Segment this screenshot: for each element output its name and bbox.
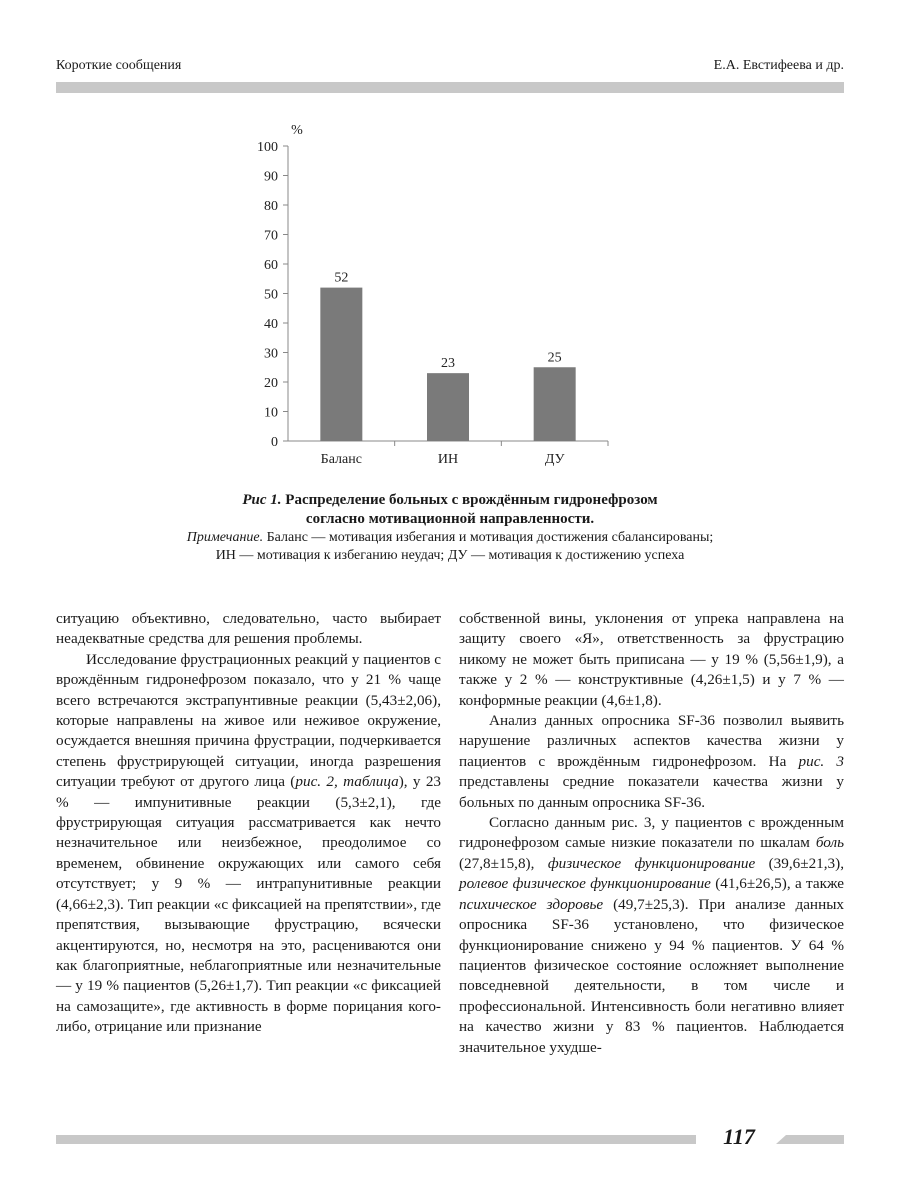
paragraph: ситуацию объективно, следовательно, часто выбирает неадекватные средства для решения проблемы. [56,610,441,648]
header-rule [56,82,844,93]
page-number: 117 [723,1124,755,1149]
figure-title [56,491,844,529]
y-tick-label: 0 [271,435,278,450]
figure-caption [56,491,844,565]
y-tick-label: 50 [264,287,278,303]
running-header [56,58,844,80]
x-tick-label: ИН [437,452,459,467]
y-tick-label: 30 [264,346,278,362]
y-tick-label: 20 [264,376,278,391]
footer-rule-end [776,1135,844,1144]
bar [534,367,576,441]
y-tick-label: 80 [264,199,278,214]
figure-note [56,529,844,565]
x-tick-label: ДУ [544,452,565,467]
figure-reference: рис. 3 [798,752,844,770]
bar-chart [236,116,616,471]
note-line1: Баланс — мотивация избегания и мотивация достижения сбалансированы; [266,530,714,545]
data-label: 23 [441,356,455,372]
y-tick-label: 70 [264,228,278,244]
y-tick-label: 40 [264,317,278,332]
figure-title-line1: Распределение больных с врождённым гидронефрозом [285,492,658,508]
paragraph: Анализ данных опросника SF-36 позволил выявить нарушение различных аспектов качества жизни у пациентов с врождённым гидронефрозом. На рис. 3 представлены средние показатели качества жизни у больных по данным опросника SF-36. [459,712,844,811]
text-column-right [459,609,844,1058]
y-tick-label: 100 [257,140,278,155]
data-label: 52 [334,270,349,286]
y-tick-label: 90 [264,169,278,185]
bar [320,288,362,441]
figure-label: Рис 1. [242,492,282,508]
text-column-left [56,609,441,1038]
authors: Е.А. Евстифеева и др. [713,58,844,73]
y-tick-label: 10 [264,405,278,421]
footer-rule [56,1135,696,1144]
paragraph: собственной вины, уклонения от упрека направлена на защиту своего «Я», ответственность за фрустрацию никому не может быть приписана — у 19 % (5,56±1,9), а также у 2 % — конструктивные (4,26±1,5) и у 7 % — конформные реакции (4,6±1,8). [459,610,844,709]
data-label: 25 [547,350,562,366]
note-line2: ИН — мотивация к избеганию неудач; ДУ — мотивация к достижению успеха [215,548,685,563]
y-tick-label: 60 [264,258,278,273]
y-axis-label: % [291,123,303,138]
paragraph: Согласно данным рис. 3, у пациентов с врожденным гидронефрозом самые низкие показатели по шкалам боль (27,8±15,8), физическое функционирование (39,6±21,3), ролевое физическое функционирование (41,6±26,5), а также психическое здоровье (49,7±25,3). При анализе данных опросника SF-36 установлено, что физическое функционирование снижено у 94 % пациентов. У 64 % пациентов физическое состояние осложняет выполнение повседневной деятельности, в том числе и профессиональной. Интенсивность боли негативно влияет на качество жизни у 83 % пациентов. Наблюдается значительное ухудше- [459,814,845,1056]
x-tick-label: Баланс [320,452,362,467]
figure-title-line2: согласно мотивационной направленности. [305,511,595,527]
bar [427,373,469,441]
note-label: Примечание. [186,530,264,545]
section-name: Короткие сообщения [56,58,182,73]
paragraph: Исследование фрустрационных реакций у пациентов с врождённым гидронефрозом показало, что у 21 % чаще всего встречаются экстрапунтивные реакции (5,43±2,06), которые направлены на живое или неживое окружение, осуждается внешняя причина фрустрации, подчеркивается степень фрустрирующей ситуации, иногда разрешения ситуации требуют от другого лица (рис. 2, таблица), у 23 % — импунитивные реакции (5,3±2,1), где фрустрирующая ситуация рассматривается как нечто незначительное или неизбежное, преодолимое со временем, обвинение окружающих или самого себя отсутствует; у 9 % — интрапунитивные реакции (4,66±2,3). Тип реакции «с фиксацией на препятствии», где препятствия, вызывающие фрустрацию, всячески акцентируются, но, несмотря на это, расцениваются они как благоприятные, неблагоприятные или незначительные — у 19 % пациентов (5,26±1,7). Тип реакции «с фиксацией на самозащите», где активность в форме порицания кого-либо, отрицание или признание [56,650,442,1036]
figure-reference: рис. 2, таблица [295,773,399,791]
